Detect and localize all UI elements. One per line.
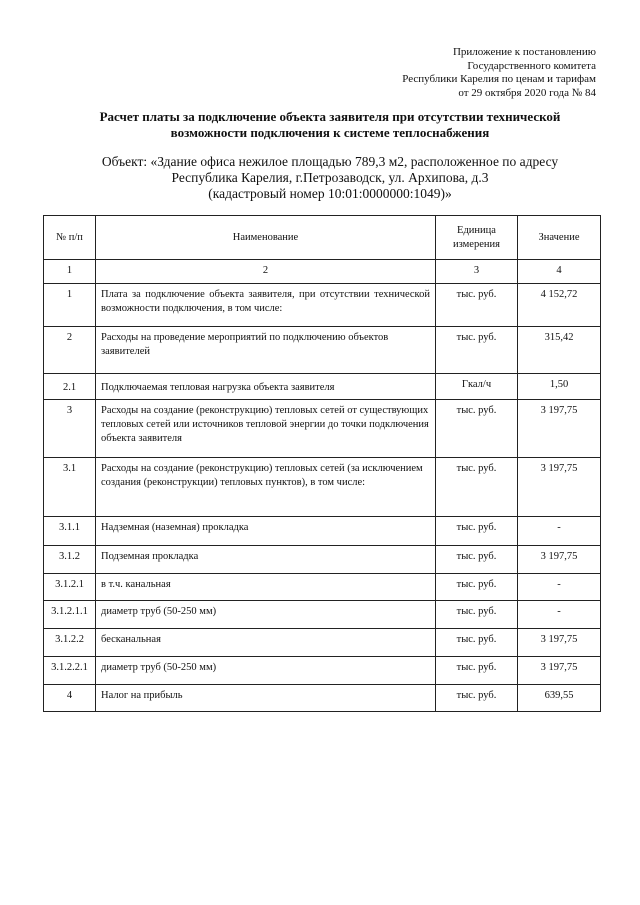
table-row — [44, 685, 601, 712]
row-unit: тыс. руб. — [436, 574, 518, 601]
title-line: Расчет платы за подключение объекта заявителя при отсутствии технической — [99, 109, 561, 124]
row-number: 3.1.2.2.1 — [44, 657, 96, 685]
column-index: 3 — [436, 260, 518, 284]
row-value: 4 152,72 — [518, 284, 601, 327]
row-name: Налог на прибыль — [96, 685, 436, 712]
calculation-table — [43, 215, 601, 712]
document-title — [80, 109, 580, 141]
row-value: 3 197,75 — [518, 458, 601, 517]
row-unit: тыс. руб. — [436, 327, 518, 374]
title-line: возможности подключения к системе теплоснабжения — [170, 125, 490, 140]
table-row — [44, 629, 601, 657]
row-unit: тыс. руб. — [436, 517, 518, 546]
table-row — [44, 657, 601, 685]
header-value: Значение — [518, 216, 601, 260]
row-value: 3 197,75 — [518, 657, 601, 685]
row-number: 3 — [44, 400, 96, 458]
header-unit: Единица измерения — [436, 216, 518, 260]
row-number: 1 — [44, 284, 96, 327]
row-name: Расходы на проведение мероприятий по подключению объектов заявителей — [96, 327, 436, 374]
column-index: 1 — [44, 260, 96, 284]
row-unit: тыс. руб. — [436, 284, 518, 327]
column-index-row — [44, 260, 601, 284]
row-number: 3.1.2.1 — [44, 574, 96, 601]
table-row — [44, 400, 601, 458]
row-name: Надземная (наземная) прокладка — [96, 517, 436, 546]
table-row — [44, 517, 601, 546]
row-unit: тыс. руб. — [436, 629, 518, 657]
row-value: - — [518, 517, 601, 546]
row-unit: тыс. руб. — [436, 657, 518, 685]
object-line: Республика Карелия, г.Петрозаводск, ул. Архипова, д.3 — [171, 170, 489, 185]
row-unit: тыс. руб. — [436, 685, 518, 712]
row-value: - — [518, 601, 601, 629]
row-value: 1,50 — [518, 374, 601, 400]
row-unit: тыс. руб. — [436, 400, 518, 458]
row-value: 3 197,75 — [518, 400, 601, 458]
row-name: Расходы на создание (реконструкцию) тепловых сетей от существующих тепловых сетей или источников тепловой энергии до точки подключения объекта заявителя — [96, 400, 436, 458]
row-name: в т.ч. канальная — [96, 574, 436, 601]
table-row — [44, 574, 601, 601]
row-unit: тыс. руб. — [436, 601, 518, 629]
row-number: 2 — [44, 327, 96, 374]
row-name: Подземная прокладка — [96, 546, 436, 574]
row-unit: Гкал/ч — [436, 374, 518, 400]
header-name: Наименование — [96, 216, 436, 260]
header-row — [44, 216, 601, 260]
header-number: № п/п — [44, 216, 96, 260]
row-unit: тыс. руб. — [436, 546, 518, 574]
object-line: Объект: «Здание офиса нежилое площадью 789,3 м2, расположенное по адресу — [101, 154, 559, 169]
row-number: 3.1.2.1.1 — [44, 601, 96, 629]
table-row — [44, 327, 601, 374]
annex-line: Приложение к постановлению — [452, 46, 596, 58]
table-head — [44, 216, 601, 284]
row-value: - — [518, 574, 601, 601]
table-row — [44, 284, 601, 327]
annex-line: Республики Карелия по ценам и тарифам — [402, 73, 596, 85]
row-name: бесканальная — [96, 629, 436, 657]
row-number: 4 — [44, 685, 96, 712]
row-value: 315,42 — [518, 327, 601, 374]
table-body — [44, 284, 601, 712]
row-value: 3 197,75 — [518, 629, 601, 657]
row-value: 3 197,75 — [518, 546, 601, 574]
row-number: 3.1 — [44, 458, 96, 517]
annex-header — [366, 46, 596, 100]
table-row — [44, 601, 601, 629]
column-index: 4 — [518, 260, 601, 284]
column-index: 2 — [96, 260, 436, 284]
object-line: (кадастровый номер 10:01:0000000:1049)» — [208, 186, 452, 201]
row-name: Подключаемая тепловая нагрузка объекта заявителя — [96, 374, 436, 400]
row-number: 2.1 — [44, 374, 96, 400]
row-name: Расходы на создание (реконструкцию) тепловых сетей (за исключением создания (реконструкции) тепловых пунктов), в том числе: — [96, 458, 436, 517]
row-number: 3.1.2 — [44, 546, 96, 574]
table-row — [44, 374, 601, 400]
row-unit: тыс. руб. — [436, 458, 518, 517]
table-row — [44, 458, 601, 517]
row-number: 3.1.2.2 — [44, 629, 96, 657]
annex-line: Государственного комитета — [467, 59, 596, 72]
row-name: диаметр труб (50-250 мм) — [96, 657, 436, 685]
table-row — [44, 546, 601, 574]
row-name: диаметр труб (50-250 мм) — [96, 601, 436, 629]
row-number: 3.1.1 — [44, 517, 96, 546]
object-description — [80, 154, 580, 202]
annex-line: от 29 октября 2020 года № 84 — [458, 86, 596, 99]
row-value: 639,55 — [518, 685, 601, 712]
row-name: Плата за подключение объекта заявителя, при отсутствии технической возможности подключения, в том числе: — [96, 284, 436, 327]
